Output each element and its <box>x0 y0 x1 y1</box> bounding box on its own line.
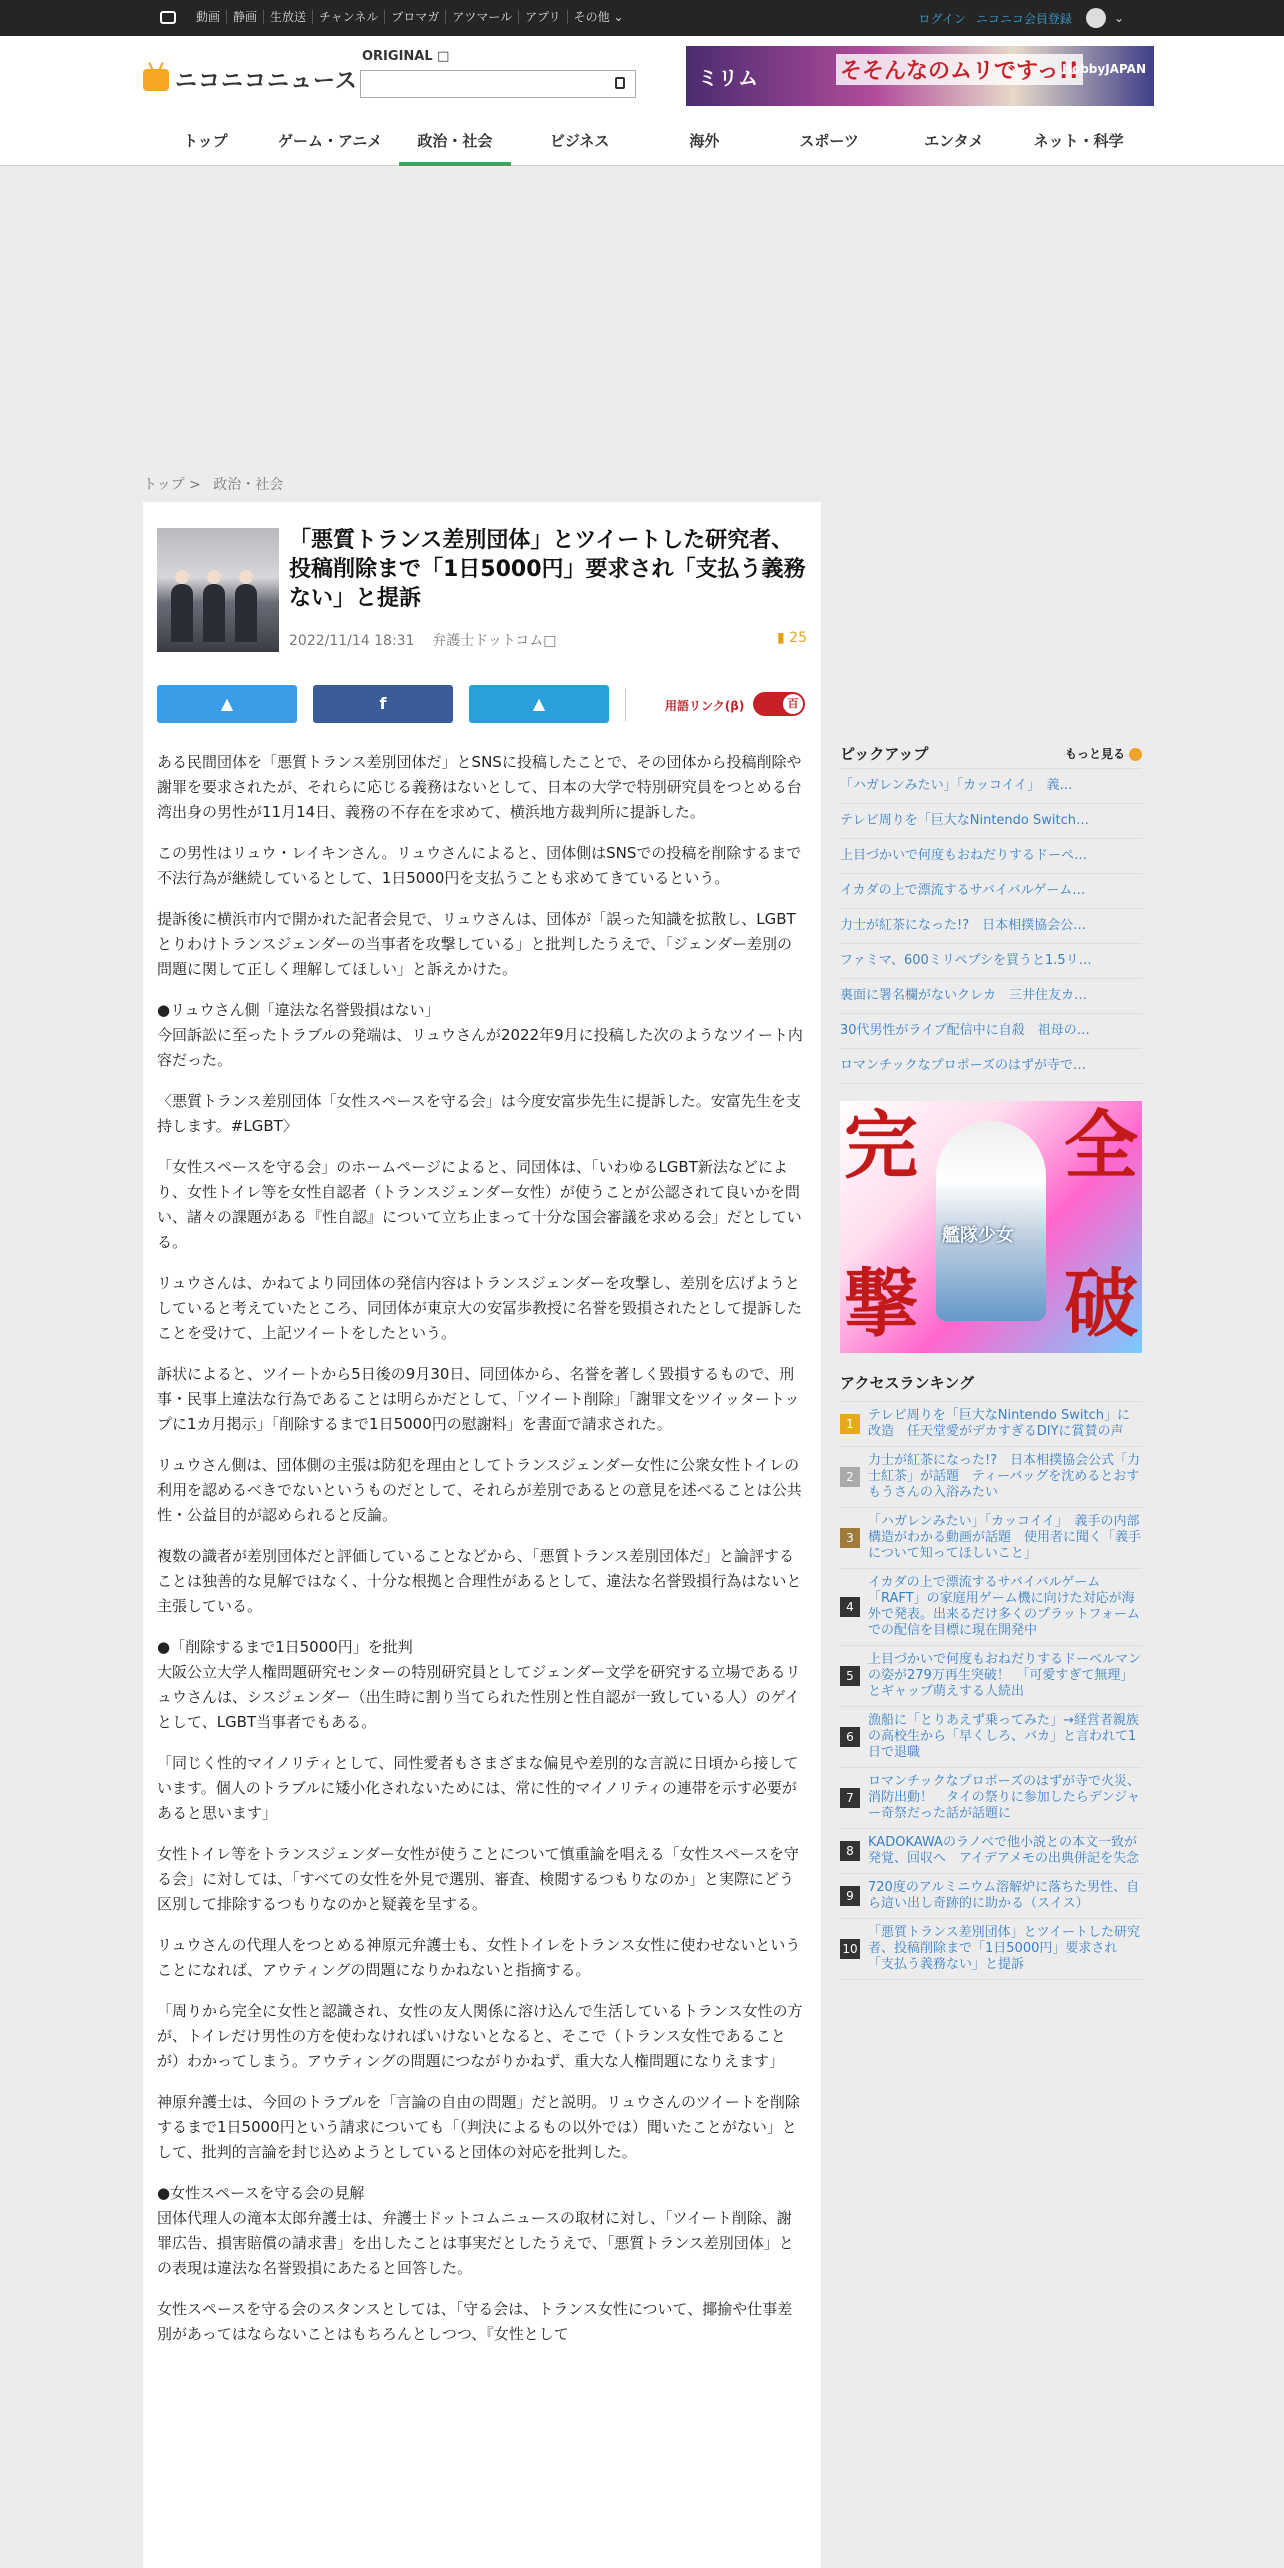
service-link[interactable]: アツマール <box>446 10 519 24</box>
article-paragraph: 女性トイレ等をトランスジェンダー女性が使うことについて慎重論を唱える「女性スペースを守る会」に対しては、「すべての女性を外見で選別、審査、検閲するつもりなのか」と実際にどう区別して排除するつもりなのかと疑義を呈する。 <box>157 1845 799 1913</box>
article-paragraph: ●「削除するまで1日5000円」を批判 大阪公立大学人権問題研究センターの特別研究員としてジェンダー文学を研究する立場であるリュウさんは、シスジェンダー（出生時に割り当てられた性別と性自認が一致している人）のゲイとして、LGBT当事者でもある。 <box>157 1638 801 1731</box>
article-thumbnail <box>157 528 279 652</box>
ad-game-logo: 艦隊少女 <box>942 1225 1014 1246</box>
service-link[interactable]: 動画 <box>190 10 227 24</box>
niconico-tv-icon[interactable] <box>160 11 176 24</box>
article-paragraph: 「周りから完全に女性と認識され、女性の友人関係に溶け込んで生活しているトランス女性の方が、トイレだけ男性の方を使わなければいけないとなると、そこで（トランス女性であることが）わかってしまう。アウティングの問題につながりかねず、重大な人権問題になりえます」 <box>157 2002 803 2070</box>
term-link-label: 用語リンク(β) <box>665 699 745 713</box>
article-title: 「悪質トランス差別団体」とツイートした研究者、投稿削除まで「1日5000円」要求され「支払う義務ない」と提訴 <box>289 528 806 611</box>
header-banner-ad[interactable] <box>686 46 1154 106</box>
nav-entertainment[interactable]: エンタメ <box>924 132 984 150</box>
pickup-item[interactable]: 30代男性がライブ配信中に自殺 祖母の… <box>840 1014 1142 1049</box>
breadcrumb-current: 政治・社会 <box>213 477 284 493</box>
article <box>143 502 821 2568</box>
article-paragraph: 訴状によると、ツイートから5日後の9月30日、同団体から、名誉を著しく毀損するもので、刑事・民事上違法な行為であることは明らかだとして、「ツイート削除」「謝罪文をツイッタートップに1カ月掲示」「削除するまで1日5000円の慰謝料」を書面で請求された。 <box>157 1365 800 1433</box>
sidebar <box>840 740 1142 1980</box>
ranking-item[interactable] <box>840 1874 1142 1919</box>
comment-icon: ▮ <box>777 630 785 646</box>
rank-badge: 10 <box>840 1939 860 1959</box>
original-text: ORIGINAL <box>362 49 433 64</box>
thumbnail-figure <box>235 584 257 642</box>
more-label: その他 <box>573 10 610 24</box>
pickup-item[interactable]: テレビ周りを「巨大なNintendo Switch… <box>840 804 1142 839</box>
article-paragraph: ある民間団体を「悪質トランス差別団体だ」とSNSに投稿したことで、その団体から投稿削除や謝罪を要求されたが、それらに応じる義務はないとして、日本の大学で特別研究員をつとめる台湾出身の男性が11月14日、義務の不存在を求めて、横浜地方裁判所に提訴した。 <box>157 753 802 821</box>
login-link[interactable]: ログイン <box>918 11 966 26</box>
global-nav <box>143 122 1141 166</box>
service-link[interactable]: ブロマガ <box>385 10 446 24</box>
tv-logo-icon <box>143 69 169 91</box>
chevron-down-icon: ⌄ <box>613 10 624 24</box>
rank-badge: 6 <box>840 1727 860 1747</box>
external-link-icon: □ <box>543 633 557 649</box>
article-meta <box>289 630 556 650</box>
ranking-list <box>840 1401 1142 1980</box>
article-paragraph: 女性スペースを守る会のスタンスとしては、「守る会は、トランス女性について、揶揄や仕事差別があってはならないことはもちろんとしつつ、『女性として <box>157 2300 793 2343</box>
banner-text-left: ミリム <box>698 66 758 90</box>
service-link[interactable]: チャンネル <box>313 10 385 24</box>
nav-business[interactable]: ビジネス <box>549 132 610 150</box>
ranking-item-text: イカダの上で漂流するサバイバルゲーム「RAFT」の家庭用ゲーム機に向けた対応が海外で発表。出来るだけ多くのプラットフォームでの配信を目標に現在開発中 <box>868 1575 1140 1638</box>
ranking-item[interactable] <box>840 1919 1142 1980</box>
service-link[interactable]: アプリ <box>519 10 568 24</box>
rank-badge: 5 <box>840 1666 860 1686</box>
article-paragraph: 複数の識者が差別団体だと評価していることなどから、「悪質トランス差別団体だ」と論評することは独善的な見解ではなく、十分な根拠と合理性があるとして、違法な名誉毀損行為はないと主張している。 <box>157 1547 802 1615</box>
ranking-item-text: 720度のアルミニウム溶解炉に落ちた男性、自ら這い出し奇跡的に助かる（スイス） <box>868 1880 1140 1911</box>
article-paragraph: リュウさんは、かねてより同団体の発信内容はトランスジェンダーを攻撃し、差別を広げようとしていると考えていたところ、同団体が東京大の安冨歩教授に名誉を毀損されたとして提訴したことを受けて、上記ツイートをしたという。 <box>157 1274 803 1342</box>
ranking-item-text: 上目づかいで何度もおねだりするドーベルマンの姿が279万再生突破！ 「可愛すぎて無理」とギャップ萌えする人続出 <box>868 1652 1142 1699</box>
twitter-share-button-alt[interactable] <box>469 685 609 723</box>
original-label <box>362 49 449 64</box>
top-bar <box>0 0 1284 36</box>
nav-sports[interactable]: スポーツ <box>799 132 859 150</box>
service-links <box>190 10 630 24</box>
article-paragraph: リュウさんの代理人をつとめる神原元弁護士も、女性トイレをトランス女性に使わせないということになれば、アウティングの問題になりかねないと指摘する。 <box>157 1936 801 1979</box>
ranking-item[interactable] <box>840 1447 1142 1508</box>
rank-badge: 4 <box>840 1597 860 1617</box>
pickup-heading <box>840 740 1142 768</box>
ranking-item-text: 「ハガレンみたい」「カッコイイ」 義手の内部構造がわかる動画が話題 使用者に聞く「義手について知ってほしいこと」 <box>868 1514 1142 1561</box>
facebook-f-icon: f <box>379 694 387 713</box>
breadcrumb <box>143 474 291 494</box>
register-link[interactable]: ニコニコ会員登録 <box>975 11 1072 26</box>
article-paragraph: 〈悪質トランス差別団体「女性スペースを守る会」は今度安富歩先生に提訴した。安富先生を支持します。#LGBT〉 <box>157 1092 801 1135</box>
nav-top[interactable]: トップ <box>183 132 228 150</box>
site-name: ニコニコニュース <box>175 69 358 94</box>
ad-text: 完 <box>844 1103 918 1189</box>
pickup-item[interactable]: ロマンチックなプロポーズのはずが寺で… <box>840 1049 1142 1084</box>
comment-count[interactable] <box>777 630 807 646</box>
more-text: もっと見る <box>1064 747 1125 761</box>
account-area <box>919 0 1124 36</box>
facebook-share-button[interactable] <box>313 685 453 723</box>
ranking-item[interactable] <box>840 1646 1142 1707</box>
rank-badge: 9 <box>840 1886 860 1906</box>
term-link-toggle[interactable] <box>753 692 805 716</box>
search-input[interactable] <box>360 70 636 98</box>
chevron-down-icon[interactable]: ⌄ <box>1113 11 1124 25</box>
service-link[interactable]: 生放送 <box>264 10 313 24</box>
article-source[interactable]: 弁護士ドットコム <box>432 633 544 649</box>
ranking-item[interactable] <box>840 1768 1142 1829</box>
pickup-item[interactable]: 「ハガレンみたい」「カッコイイ」 義… <box>840 769 1142 804</box>
banner-text-center: そそんなのムリですっ!! <box>836 54 1083 85</box>
ranking-item[interactable] <box>840 1707 1142 1768</box>
breadcrumb-separator: > <box>189 477 201 493</box>
thumbnail-figure <box>171 584 193 642</box>
ranking-item[interactable] <box>840 1508 1142 1569</box>
article-paragraph: 神原弁護士は、今回のトラブルを「言論の自由の問題」だと説明。リュウさんのツイートを削除するまで1日5000円という請求についても「（判決によるもの以外では）聞いたことがない」として、批判的言論を封じ込めようとしていると団体の対応を批判した。 <box>157 2093 800 2161</box>
pickup-list <box>840 768 1142 1084</box>
pickup-item[interactable]: 上目づかいで何度もおねだりするドーペ… <box>840 839 1142 874</box>
breadcrumb-home[interactable]: トップ <box>143 477 185 493</box>
ranking-heading <box>840 1369 1142 1397</box>
rank-badge: 8 <box>840 1841 860 1861</box>
ad-text: 撃 <box>844 1261 918 1347</box>
article-date: 2022/11/14 18:31 <box>289 633 415 649</box>
twitter-share-button[interactable] <box>157 685 297 723</box>
ranking-item-text: テレビ周りを「巨大なNintendo Switch」に改造 任天堂愛がデカすぎるDIYに賞賛の声 <box>868 1408 1130 1439</box>
nav-game-anime[interactable]: ゲーム・アニメ <box>277 132 383 150</box>
service-link-more[interactable] <box>568 10 630 24</box>
article-body <box>157 750 805 2363</box>
divider <box>625 689 626 721</box>
search-icon[interactable] <box>615 77 625 89</box>
site-header <box>0 36 1284 166</box>
twitter-bird-icon: ▲ <box>532 694 546 713</box>
ranking-item-text: 漁船に「とりあえず乗ってみた」→経営者親族の高校生から「早くしろ、バカ」と言われて1日で退職 <box>868 1713 1139 1760</box>
comment-count-value: 25 <box>789 630 807 646</box>
article-paragraph: リュウさん側は、団体側の主張は防犯を理由としてトランスジェンダー女性に公衆女性トイレの利用を認めるべきでないというものだとして、それらが差別であるとの意見を述べることは公共性・公益目的が認められると反論。 <box>157 1456 802 1524</box>
pickup-title: ピックアップ <box>840 745 929 763</box>
rank-badge: 1 <box>840 1414 860 1434</box>
twitter-bird-icon: ▲ <box>220 694 234 713</box>
ranking-item-text: 力士が紅茶になった!? 日本相撲協会公式「力士紅茶」が話題 ティーバッグを沈めるとおすもうさんの入浴みたい <box>868 1453 1141 1500</box>
ad-text: 全 <box>1064 1103 1138 1189</box>
ranking-title: アクセスランキング <box>840 1374 975 1392</box>
avatar-icon[interactable] <box>1086 8 1106 28</box>
ranking-item[interactable] <box>840 1829 1142 1874</box>
article-paragraph: この男性はリュウ・レイキンさん。リュウさんによると、団体側はSNSでの投稿を削除するまで不法行為が継続しているとして、1日5000円を支払うことも求めてきているという。 <box>157 844 802 887</box>
banner-text-right: HobbyJAPAN <box>1061 62 1146 76</box>
toggle-knob: 百 <box>783 694 803 714</box>
pickup-item[interactable]: 裏面に署名欄がないクレカ 三井住友カ… <box>840 979 1142 1014</box>
ranking-item-text: ロマンチックなプロポーズのはずが寺で火災、消防出動！ タイの祭りに参加したらデンジャー奇祭だった話が話題に <box>868 1774 1140 1821</box>
ad-space <box>143 166 1141 466</box>
site-logo[interactable] <box>143 64 358 95</box>
nav-overseas[interactable]: 海外 <box>689 132 720 150</box>
nav-net-science[interactable]: ネット・科学 <box>1033 132 1124 150</box>
ranking-item[interactable] <box>840 1569 1142 1646</box>
thumbnail-figure <box>203 584 225 642</box>
external-link-icon: □ <box>437 49 450 64</box>
rank-badge: 3 <box>840 1528 860 1548</box>
service-link[interactable]: 静画 <box>227 10 264 24</box>
ad-text: 破 <box>1064 1261 1138 1347</box>
nav-politics-society[interactable]: 政治・社会 <box>393 122 518 166</box>
share-bar <box>157 685 805 725</box>
article-paragraph: ●女性スペースを守る会の見解 団体代理人の滝本太郎弁護士は、弁護士ドットコムニュースの取材に対し、「ツイート削除、謝罪広告、損害賠償の請求書」を出したことは事実だとしたうえで、「悪質トランス差別団体」との表現は違法な名誉毀損にあたると回答した。 <box>157 2184 794 2277</box>
sidebar-game-ad[interactable] <box>840 1101 1142 1353</box>
chevron-right-icon <box>1129 748 1142 761</box>
ranking-item[interactable] <box>840 1402 1142 1447</box>
pickup-item[interactable]: 力士が紅茶になった!? 日本相撲協会公… <box>840 909 1142 944</box>
rank-badge: 7 <box>840 1788 860 1808</box>
article-paragraph: 提訴後に横浜市内で開かれた記者会見で、リュウさんは、団体が「誤った知識を拡散し、LGBTとりわけトランスジェンダーの当事者を攻撃している」と批判したうえで、「ジェンダー差別の問題に関して正しく理解してほしい」と訴えかけた。 <box>157 910 796 978</box>
rank-badge: 2 <box>840 1467 860 1487</box>
pickup-item[interactable]: ファミマ、600ミリペプシを買うと1.5リ… <box>840 944 1142 979</box>
ranking-item-text: 「悪質トランス差別団体」とツイートした研究者、投稿削除まで「1日5000円」要求され「支払う義務ない」と提訴 <box>868 1925 1140 1972</box>
article-paragraph: ●リュウさん側「違法な名誉毀損はない」 今回訴訟に至ったトラブルの発端は、リュウさんが2022年9月に投稿した次のようなツイート内容だった。 <box>157 1001 803 1069</box>
pickup-item[interactable]: イカダの上で漂流するサバイバルゲーム… <box>840 874 1142 909</box>
article-paragraph: 「女性スペースを守る会」のホームページによると、同団体は、「いわゆるLGBT新法などにより、女性トイレ等を女性自認者（トランスジェンダー女性）が使うことが公認されて良いかを問い、諸々の課題がある『性自認』について立ち止まって十分な国会審議を求める会」だとしている。 <box>157 1158 802 1251</box>
ranking-item-text: KADOKAWAのラノベで他小説との本文一致が発覚、回収へ アイデアメモの出典併記を失念 <box>868 1835 1140 1866</box>
pickup-more-link[interactable] <box>1065 740 1142 768</box>
article-paragraph: 「同じく性的マイノリティとして、同性愛者もさまざまな偏見や差別的な言説に日頃から接しています。個人のトラブルに矮小化されないためには、常に性的マイノリティの連帯を示す必要があると思います」 <box>157 1754 799 1822</box>
